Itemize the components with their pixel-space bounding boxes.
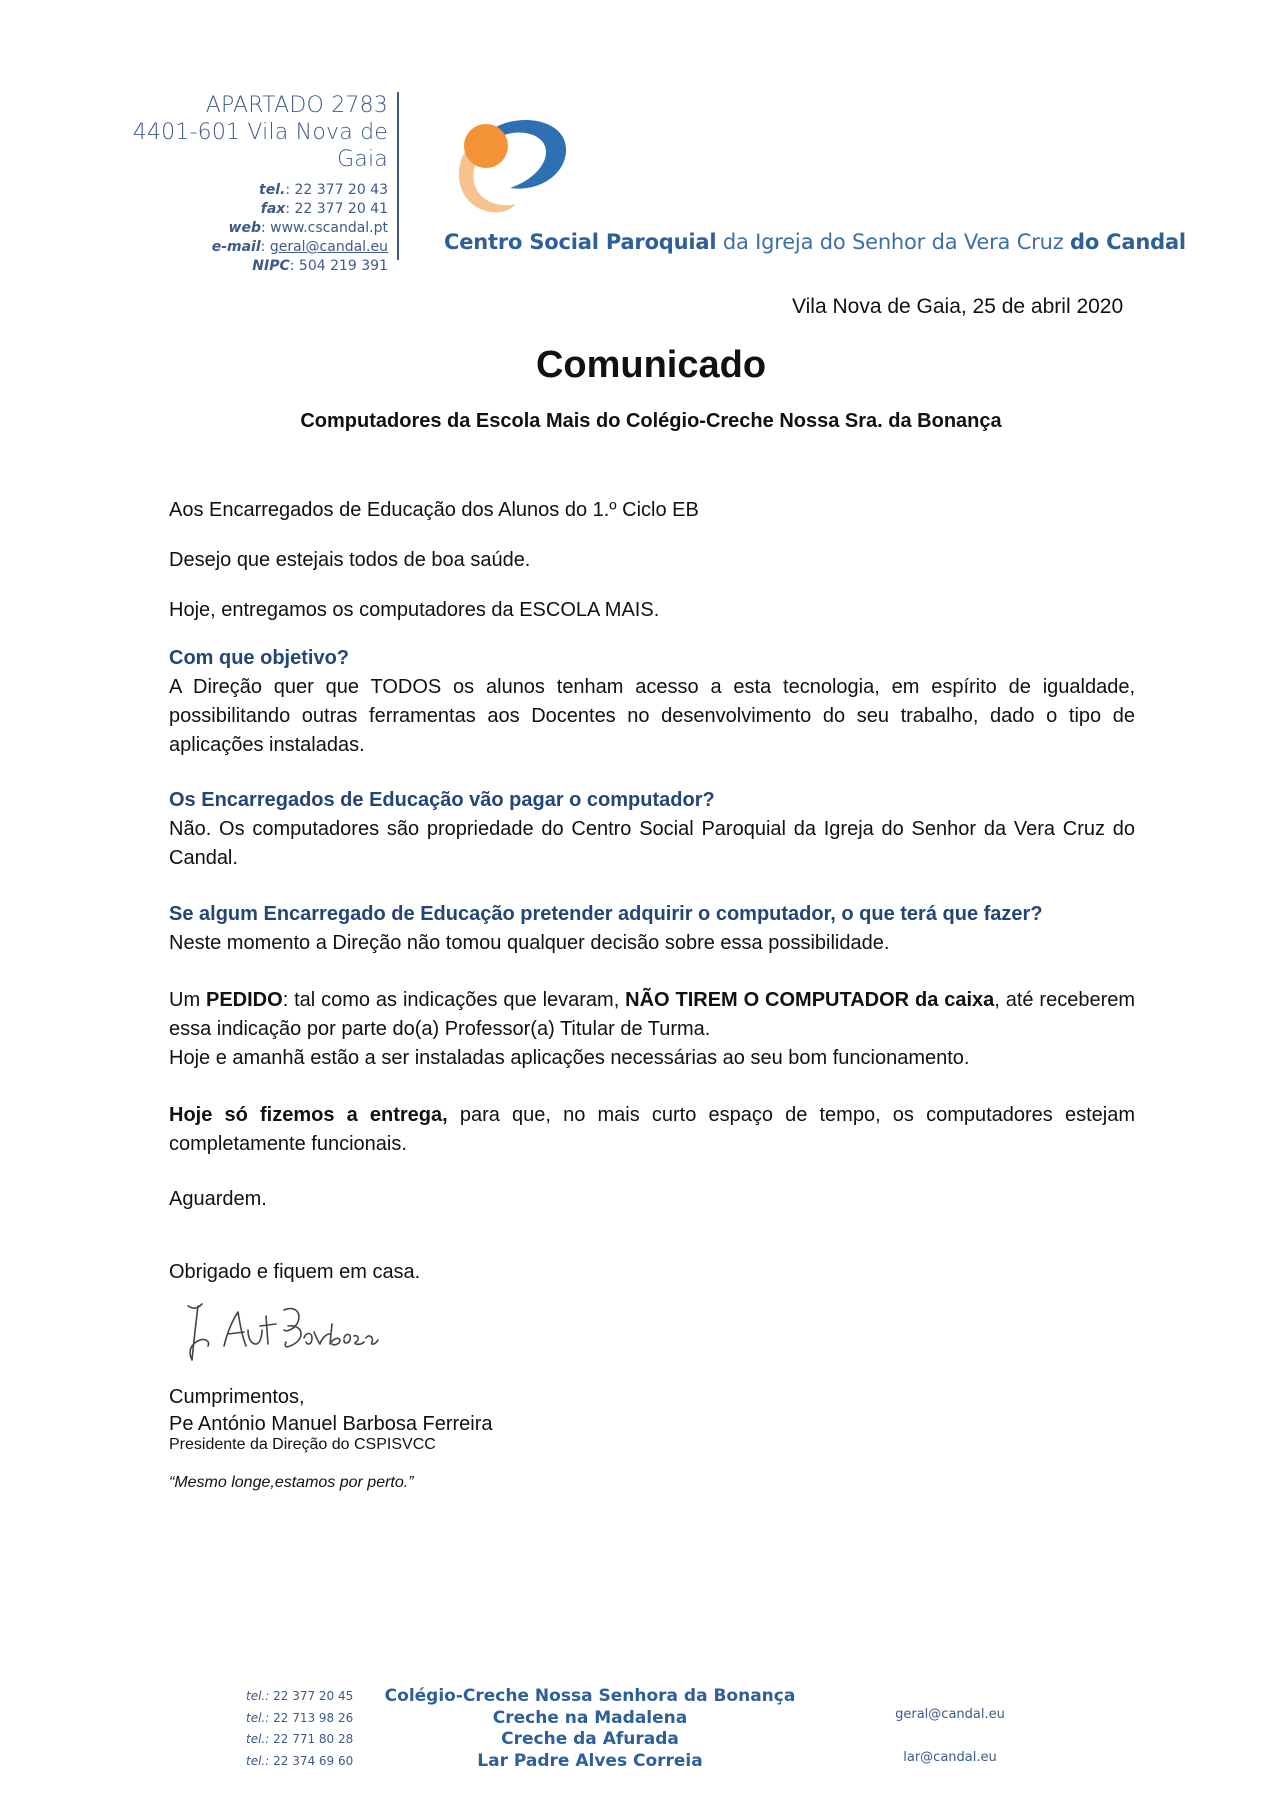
contact-value: 22 377 20 41 bbox=[294, 201, 388, 217]
contact-key: e-mail bbox=[211, 239, 261, 255]
footer-institution: Creche na Madalena bbox=[492, 1707, 688, 1728]
contact-key: web bbox=[228, 220, 261, 236]
paragraph-delivery bbox=[169, 596, 1135, 625]
contact-list bbox=[80, 181, 388, 276]
contact-key: NIPC bbox=[252, 258, 290, 274]
contact-value: www.cscandal.pt bbox=[270, 220, 388, 236]
section-text: A Direção quer que TODOS os alunos tenham acesso a esta tecnologia, em espírito de igualdade, possibilitando outras ferramentas aos Docentes no desenvolvimento do seu trabalho, dado o tipo de aplicações instaladas. bbox=[169, 676, 1135, 756]
contact-line: web: www.cscandal.pt bbox=[228, 220, 388, 236]
footer-phone bbox=[246, 1729, 353, 1751]
org-name-part-3: do Candal bbox=[1070, 230, 1186, 254]
request-emphasis: PEDIDO bbox=[206, 989, 283, 1011]
request-part: Um bbox=[169, 989, 206, 1011]
address-line-1: APARTADO 2783 bbox=[205, 93, 388, 118]
letter-date: Vila Nova de Gaia, 25 de abril 2020 bbox=[792, 295, 1124, 318]
section-purchase bbox=[169, 900, 1135, 958]
request-text bbox=[169, 986, 1135, 1044]
footer-institution: Creche da Afurada bbox=[501, 1729, 679, 1749]
signer-name: Pe António Manuel Barbosa Ferreira bbox=[169, 1413, 493, 1435]
paragraph-thanks bbox=[169, 1258, 1135, 1287]
footer-phone-key: tel.: bbox=[246, 1753, 270, 1768]
section-objective bbox=[169, 644, 1135, 760]
section-heading: Se algum Encarregado de Educação pretender adquirir o computador, o que terá que fazer? bbox=[169, 903, 1043, 925]
paragraph-text: Aguardem. bbox=[169, 1188, 267, 1210]
email-link[interactable]: geral@candal.eu bbox=[269, 239, 388, 255]
request-part: : tal como as indicações que levaram, bbox=[282, 989, 626, 1011]
contact-value: 22 377 20 43 bbox=[294, 182, 388, 198]
address-line-2: 4401-601 Vila Nova de Gaia bbox=[132, 120, 388, 172]
signer-role: Presidente da Direção do CSPISVCC bbox=[169, 1436, 436, 1453]
salutation bbox=[169, 496, 1135, 525]
section-payment bbox=[169, 786, 1135, 873]
contact-line: e-mail: geral@candal.eu bbox=[211, 239, 388, 255]
footer-phone-value: 22 771 80 28 bbox=[273, 1732, 354, 1746]
contact-line: tel.: 22 377 20 43 bbox=[259, 182, 388, 198]
org-name-part-1: Centro Social Paroquial bbox=[444, 230, 717, 254]
contact-value: 504 219 391 bbox=[298, 258, 388, 274]
paragraph-text: Hoje, entregamos os computadores da ESCOLA MAIS. bbox=[169, 599, 660, 621]
org-name-part-2: da Igreja do Senhor da Vera Cruz bbox=[722, 230, 1064, 254]
paragraph-wishes bbox=[169, 546, 1135, 575]
handwritten-signature-icon bbox=[180, 1300, 380, 1372]
section-text: Não. Os computadores são propriedade do Centro Social Paroquial da Igreja do Senhor da Vera Cruz do Candal. bbox=[169, 818, 1135, 869]
contact-line: NIPC: 504 219 391 bbox=[252, 258, 388, 274]
footer-institution: Colégio-Creche Nossa Senhora da Bonança bbox=[384, 1686, 796, 1706]
closing-quote: “Mesmo longe,estamos por perto.” bbox=[169, 1474, 414, 1491]
letter-title: Comunicado bbox=[535, 344, 767, 386]
delivery-emphasis: Hoje só fizemos a entrega, bbox=[169, 1104, 448, 1126]
salutation-text: Aos Encarregados de Educação dos Alunos do 1.º Ciclo EB bbox=[169, 499, 699, 521]
request-emphasis: NÃO TIREM O COMPUTADOR da caixa bbox=[625, 989, 995, 1011]
paragraph-wait bbox=[169, 1185, 1135, 1214]
footer-institutions bbox=[360, 1686, 820, 1772]
section-heading: Com que objetivo? bbox=[169, 647, 349, 669]
footer-phone bbox=[246, 1686, 353, 1708]
signature-block bbox=[169, 1384, 493, 1438]
footer-phone-key: tel.: bbox=[246, 1689, 270, 1703]
footer-phone-value: 22 713 98 26 bbox=[273, 1710, 354, 1725]
request-line-2: Hoje e amanhã estão a ser instaladas aplicações necessárias ao seu bom funcionamento. bbox=[169, 1047, 970, 1069]
request-part: , até receberem essa indicação por parte do(a) Professor(a) Titular de Turma. bbox=[169, 989, 1136, 1040]
delivery-text bbox=[169, 1101, 1135, 1159]
footer-email-lar[interactable]: lar@candal.eu bbox=[903, 1750, 997, 1765]
contact-key: tel. bbox=[259, 182, 286, 198]
contact-key: fax bbox=[260, 201, 286, 217]
paragraph-text: Desejo que estejais todos de boa saúde. bbox=[169, 549, 531, 571]
delivery-part: para que, no mais curto espaço de tempo, os computadores estejam completamente funcionais. bbox=[169, 1104, 1135, 1155]
footer-institution: Lar Padre Alves Correia bbox=[477, 1750, 703, 1771]
footer-phone bbox=[246, 1751, 353, 1773]
letterhead-address bbox=[80, 92, 388, 276]
footer-phone-value: 22 377 20 45 bbox=[273, 1689, 354, 1703]
organization-name bbox=[444, 230, 1186, 254]
section-heading: Os Encarregados de Educação vão pagar o computador? bbox=[169, 789, 715, 811]
footer-email-general[interactable]: geral@candal.eu bbox=[895, 1707, 1005, 1722]
footer-phone-key: tel.: bbox=[246, 1732, 270, 1746]
footer-phone-value: 22 374 69 60 bbox=[273, 1753, 354, 1768]
closing-regards: Cumprimentos, bbox=[169, 1386, 305, 1408]
footer-phone bbox=[246, 1708, 353, 1730]
section-delivery-note bbox=[169, 1101, 1135, 1159]
footer-phone-key: tel.: bbox=[246, 1710, 270, 1725]
paragraph-text: Obrigado e fiquem em casa. bbox=[169, 1261, 421, 1283]
org-logo-icon bbox=[450, 112, 570, 222]
section-request bbox=[169, 986, 1135, 1073]
contact-line: fax: 22 377 20 41 bbox=[260, 201, 388, 217]
footer-phone-list bbox=[246, 1686, 353, 1772]
header-divider bbox=[397, 92, 399, 260]
letter-subtitle: Computadores da Escola Mais do Colégio-Creche Nossa Sra. da Bonança bbox=[300, 410, 1002, 432]
section-text: Neste momento a Direção não tomou qualquer decisão sobre essa possibilidade. bbox=[169, 932, 890, 954]
